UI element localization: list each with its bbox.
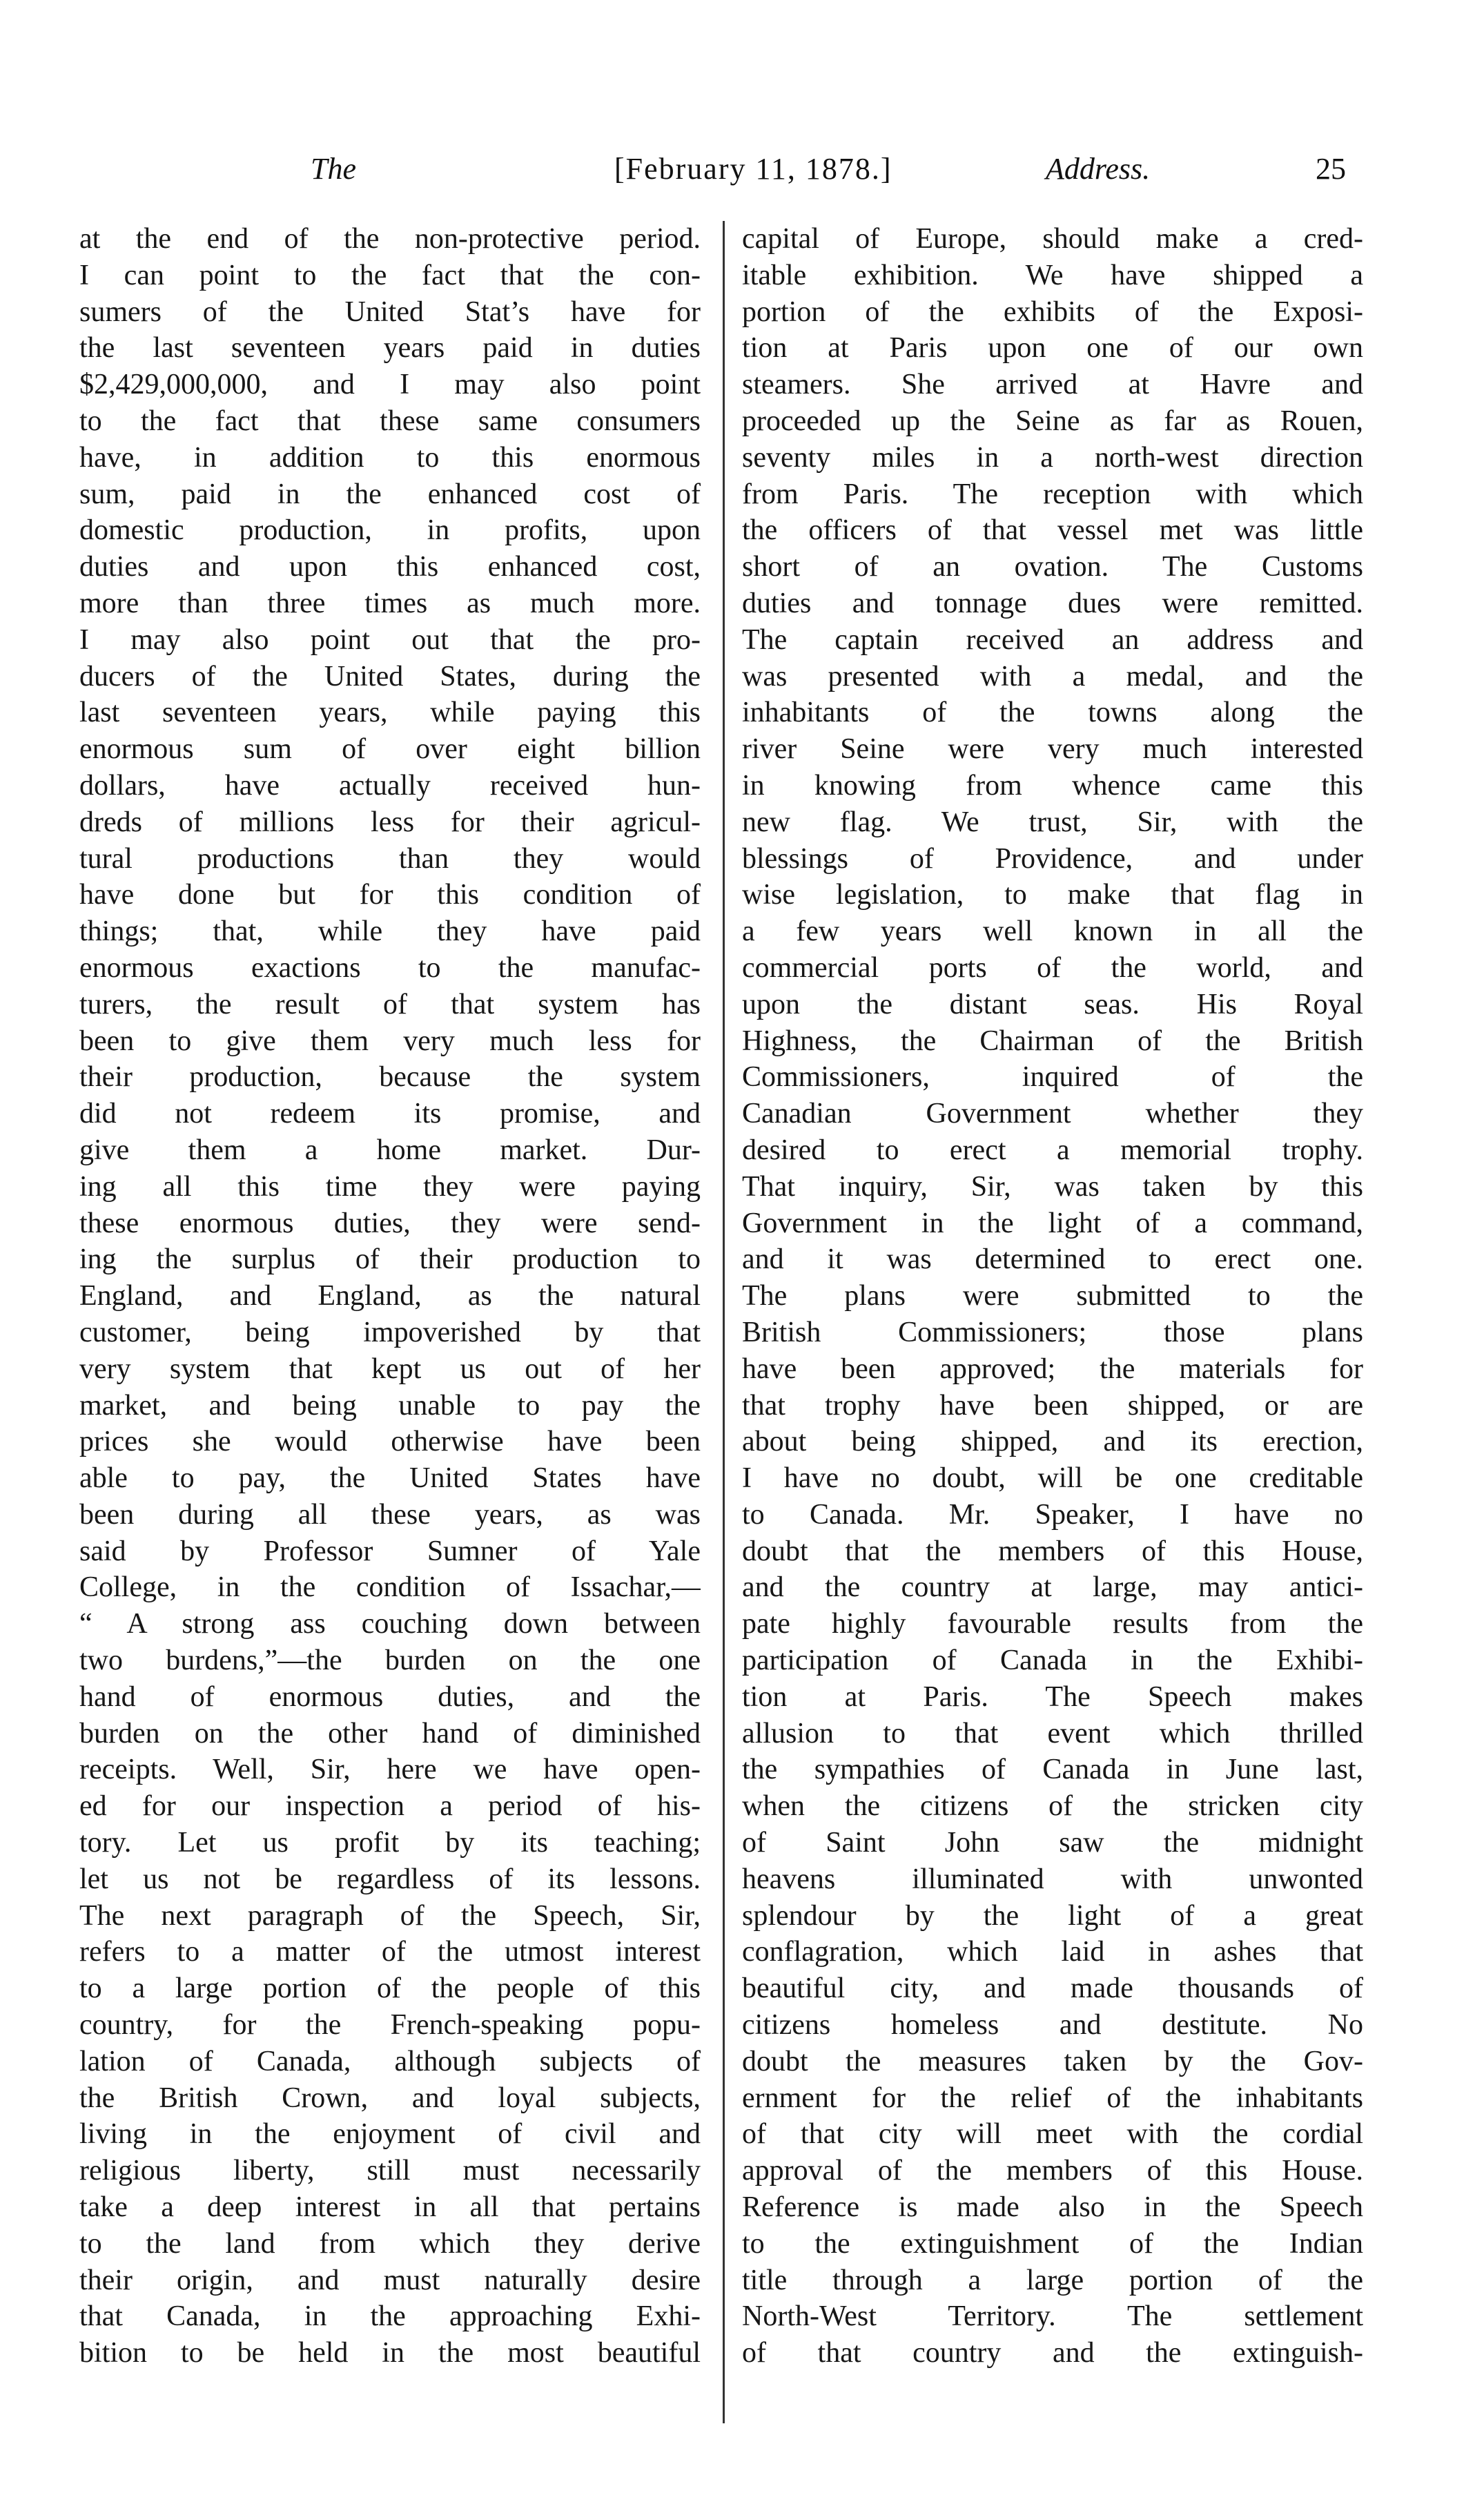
text-line: ernment for the relief of the inhabitants: [742, 2082, 1363, 2114]
text-line: England, and England, as the natural: [79, 1280, 701, 1312]
text-line: in knowing from whence came this: [742, 769, 1363, 802]
text-line: proceeded up the Seine as far as Rouen,: [742, 405, 1363, 437]
text-line: said by Professor Sumner of Yale: [79, 1535, 701, 1567]
text-line: have, in addition to this enormous: [79, 441, 701, 474]
text-line: tion at Paris upon one of our own: [742, 332, 1363, 365]
text-line: burden on the other hand of diminished: [79, 1717, 701, 1749]
text-line: North-West Territory. The settlement: [742, 2300, 1363, 2333]
text-line: take a deep interest in all that pertains: [79, 2191, 701, 2224]
text-line: the officers of that vessel met was little: [742, 514, 1363, 547]
text-line: inhabitants of the towns along the: [742, 697, 1363, 729]
text-line: turers, the result of that system has: [79, 988, 701, 1020]
text-line: heavens illuminated with unwonted: [742, 1863, 1363, 1895]
text-line: The plans were submitted to the: [742, 1280, 1363, 1312]
text-line: last seventeen years, while paying this: [79, 697, 701, 729]
text-line: domestic production, in profits, upon: [79, 514, 701, 547]
running-head-left: The: [311, 152, 356, 186]
text-line: have done but for this condition of: [79, 879, 701, 911]
text-line: short of an ovation. The Customs: [742, 551, 1363, 583]
text-line: these enormous duties, they were send-: [79, 1207, 701, 1239]
text-line: from Paris. The reception with which: [742, 478, 1363, 510]
text-line: customer, being impoverished by that: [79, 1316, 701, 1348]
text-line: market, and being unable to pay the: [79, 1389, 701, 1422]
text-line: enormous exactions to the manufac-: [79, 951, 701, 984]
text-line: their production, because the system: [79, 1061, 701, 1094]
text-line: river Seine were very much interested: [742, 733, 1363, 766]
text-line: tural productions than they would: [79, 842, 701, 875]
text-line: College, in the condition of Issachar,—: [79, 1571, 701, 1604]
text-line: The captain received an address and: [742, 623, 1363, 656]
text-line: able to pay, the United States have: [79, 1462, 701, 1495]
text-line: the British Crown, and loyal subjects,: [79, 2082, 701, 2114]
text-line: that trophy have been shipped, or are: [742, 1389, 1363, 1422]
text-line: of that country and the extinguish-: [742, 2337, 1363, 2369]
text-line: pate highly favourable results from the: [742, 1608, 1363, 1640]
text-line: been to give them very much less for: [79, 1025, 701, 1057]
text-line: to Canada. Mr. Speaker, I have no: [742, 1498, 1363, 1531]
text-line: approval of the members of this House.: [742, 2155, 1363, 2187]
text-line: and it was determined to erect one.: [742, 1243, 1363, 1276]
text-line: Highness, the Chairman of the British: [742, 1025, 1363, 1057]
text-line: Commissioners, inquired of the: [742, 1061, 1363, 1094]
text-line: two burdens,”—the burden on the one: [79, 1645, 701, 1677]
text-line: ing the surplus of their production to: [79, 1243, 701, 1276]
text-line: a few years well known in all the: [742, 915, 1363, 948]
text-line: the last seventeen years paid in duties: [79, 332, 701, 365]
text-line: citizens homeless and destitute. No: [742, 2009, 1363, 2042]
text-line: when the citizens of the stricken city: [742, 1790, 1363, 1823]
text-line: refers to a matter of the utmost interest: [79, 1936, 701, 1968]
text-line: sum, paid in the enhanced cost of: [79, 478, 701, 510]
text-line: lation of Canada, although subjects of: [79, 2045, 701, 2077]
text-line: steamers. She arrived at Havre and: [742, 369, 1363, 401]
text-line: doubt the measures taken by the Gov-: [742, 2045, 1363, 2077]
text-line: country, for the French-speaking popu-: [79, 2009, 701, 2042]
text-line: enormous sum of over eight billion: [79, 733, 701, 766]
text-line: about being shipped, and its erection,: [742, 1426, 1363, 1458]
text-line: very system that kept us out of her: [79, 1353, 701, 1385]
right-column: [742, 221, 1363, 2423]
text-line: hand of enormous duties, and the: [79, 1680, 701, 1713]
running-head-date: [February 11, 1878.]: [614, 152, 892, 186]
text-line: tion at Paris. The Speech makes: [742, 1680, 1363, 1713]
text-line: to a large portion of the people of this: [79, 1972, 701, 2005]
text-columns: [79, 221, 1363, 2423]
text-line: upon the distant seas. His Royal: [742, 988, 1363, 1020]
text-line: duties and tonnage dues were remitted.: [742, 587, 1363, 619]
text-line: things; that, while they have paid: [79, 915, 701, 948]
text-line: of Saint John saw the midnight: [742, 1827, 1363, 1859]
text-line: “ A strong ass couching down between: [79, 1608, 701, 1640]
text-line: I can point to the fact that the con-: [79, 259, 701, 291]
text-line: of that city will meet with the cordial: [742, 2118, 1363, 2151]
text-line: and the country at large, may antici-: [742, 1571, 1363, 1604]
text-line: receipts. Well, Sir, here we have open-: [79, 1754, 701, 1786]
text-line: itable exhibition. We have shipped a: [742, 259, 1363, 291]
text-line: have been approved; the materials for: [742, 1353, 1363, 1385]
text-line: dollars, have actually received hun-: [79, 769, 701, 802]
text-line: Canadian Government whether they: [742, 1098, 1363, 1130]
text-line: sumers of the United Stat’s have for: [79, 295, 701, 328]
text-line: Government in the light of a command,: [742, 1207, 1363, 1239]
text-line: new flag. We trust, Sir, with the: [742, 806, 1363, 838]
text-line: bition to be held in the most beautiful: [79, 2337, 701, 2369]
text-line: tory. Let us profit by its teaching;: [79, 1827, 701, 1859]
text-line: seventy miles in a north-west direction: [742, 441, 1363, 474]
text-line: conflagration, which laid in ashes that: [742, 1936, 1363, 1968]
text-line: that Canada, in the approaching Exhi-: [79, 2300, 701, 2333]
column-rule: [723, 221, 725, 2423]
text-line: splendour by the light of a great: [742, 1899, 1363, 1932]
text-line: participation of Canada in the Exhibi-: [742, 1645, 1363, 1677]
running-head: [83, 138, 1380, 200]
text-line: $2,429,000,000, and I may also point: [79, 369, 701, 401]
text-line: to the land from which they derive: [79, 2227, 701, 2260]
text-line: title through a large portion of the: [742, 2264, 1363, 2296]
text-line: their origin, and must naturally desire: [79, 2264, 701, 2296]
running-head-right: Address.: [1046, 152, 1151, 186]
text-line: doubt that the members of this House,: [742, 1535, 1363, 1567]
text-line: religious liberty, still must necessarily: [79, 2155, 701, 2187]
text-line: Reference is made also in the Speech: [742, 2191, 1363, 2224]
text-line: give them a home market. Dur-: [79, 1134, 701, 1166]
text-line: been during all these years, as was: [79, 1498, 701, 1531]
text-line: British Commissioners; those plans: [742, 1316, 1363, 1348]
text-line: The next paragraph of the Speech, Sir,: [79, 1899, 701, 1932]
text-line: to the fact that these same consumers: [79, 405, 701, 437]
text-line: desired to erect a memorial trophy.: [742, 1134, 1363, 1166]
text-line: wise legislation, to make that flag in: [742, 879, 1363, 911]
text-line: ed for our inspection a period of his-: [79, 1790, 701, 1823]
text-line: portion of the exhibits of the Exposi-: [742, 295, 1363, 328]
text-line: commercial ports of the world, and: [742, 951, 1363, 984]
text-line: I have no doubt, will be one creditable: [742, 1462, 1363, 1495]
text-line: let us not be regardless of its lessons.: [79, 1863, 701, 1895]
text-line: duties and upon this enhanced cost,: [79, 551, 701, 583]
text-line: the sympathies of Canada in June last,: [742, 1754, 1363, 1786]
text-line: to the extinguishment of the Indian: [742, 2227, 1363, 2260]
text-line: ing all this time they were paying: [79, 1170, 701, 1203]
text-line: I may also point out that the pro-: [79, 623, 701, 656]
page-number: 25: [1316, 152, 1346, 186]
left-column: [79, 221, 701, 2423]
text-line: living in the enjoyment of civil and: [79, 2118, 701, 2151]
text-line: at the end of the non-protective period.: [79, 223, 701, 255]
text-line: ducers of the United States, during the: [79, 660, 701, 692]
text-line: beautiful city, and made thousands of: [742, 1972, 1363, 2005]
text-line: was presented with a medal, and the: [742, 660, 1363, 692]
text-line: That inquiry, Sir, was taken by this: [742, 1170, 1363, 1203]
text-line: more than three times as much more.: [79, 587, 701, 619]
text-line: dreds of millions less for their agricul-: [79, 806, 701, 838]
text-line: did not redeem its promise, and: [79, 1098, 701, 1130]
text-line: prices she would otherwise have been: [79, 1426, 701, 1458]
text-line: blessings of Providence, and under: [742, 842, 1363, 875]
text-line: capital of Europe, should make a cred-: [742, 223, 1363, 255]
text-line: allusion to that event which thrilled: [742, 1717, 1363, 1749]
